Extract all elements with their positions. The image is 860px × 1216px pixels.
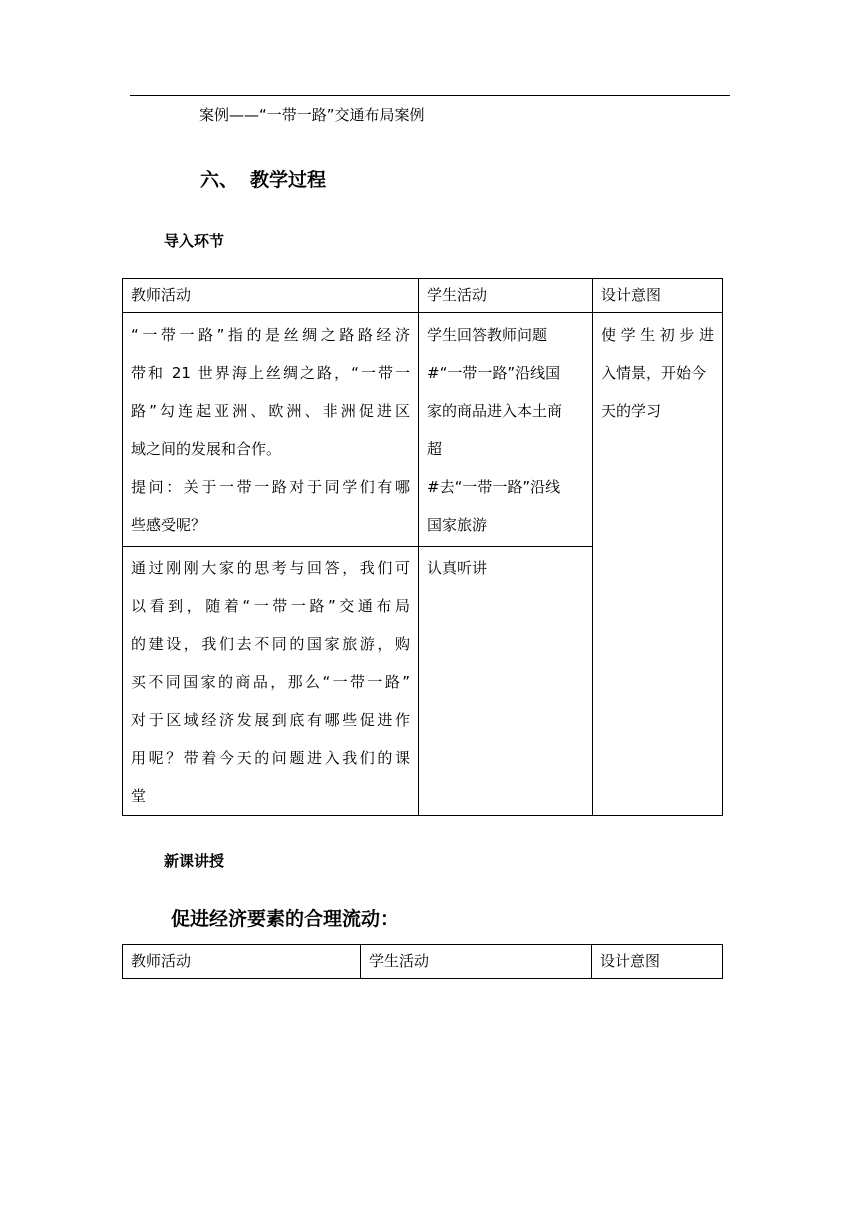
col-header-teacher: 教师活动 bbox=[123, 279, 419, 313]
text-line: 使学生初步进 bbox=[601, 326, 714, 344]
col-header-design: 设计意图 bbox=[593, 279, 723, 313]
text-line: 用呢？带着今天的问题进入我们的课 bbox=[131, 749, 410, 767]
header-rule bbox=[130, 95, 730, 96]
table-header-row bbox=[123, 945, 723, 979]
text-line: 认真听讲 bbox=[427, 559, 488, 577]
text-line: 堂 bbox=[131, 787, 147, 805]
col-header-student: 学生活动 bbox=[361, 945, 592, 979]
text-line: 天的学习 bbox=[601, 402, 662, 420]
text-line: 入情景，开始今 bbox=[601, 364, 707, 382]
text-line: 些感受呢？ bbox=[131, 516, 207, 534]
col-header-student: 学生活动 bbox=[419, 279, 593, 313]
text-line: 域之间的发展和合作。 bbox=[131, 440, 282, 458]
new-lesson-heading: 新课讲授 bbox=[164, 852, 225, 870]
section-title: 教学过程 bbox=[250, 169, 327, 191]
text-line: 国家旅游 bbox=[427, 516, 488, 534]
text-line: #去“一带一路”沿线 bbox=[427, 478, 561, 496]
text-line: 提问：关于一带一路对于同学们有哪 bbox=[131, 478, 410, 496]
topic-heading: 促进经济要素的合理流动： bbox=[171, 908, 400, 930]
col-header-teacher: 教师活动 bbox=[123, 945, 361, 979]
intro-heading: 导入环节 bbox=[164, 232, 225, 250]
table-row bbox=[123, 313, 723, 547]
text-line: 学生回答教师问题 bbox=[427, 326, 548, 344]
intro-table bbox=[122, 278, 723, 816]
text-line: 带和 21 世界海上丝绸之路，“一带一 bbox=[131, 364, 410, 382]
table-header-row bbox=[123, 279, 723, 313]
text-line: “一带一路”指的是丝绸之路路经济 bbox=[131, 326, 410, 344]
text-line: 对于区域经济发展到底有哪些促进作 bbox=[131, 711, 410, 729]
new-lesson-table bbox=[122, 944, 723, 979]
text-line: 的建设，我们去不同的国家旅游，购 bbox=[131, 635, 410, 653]
text-line: 家的商品进入本土商 bbox=[427, 402, 563, 420]
teacher-activity-cell bbox=[123, 313, 419, 547]
text-line: 超 bbox=[427, 440, 443, 458]
text-line: 通过刚刚大家的思考与回答，我们可 bbox=[131, 559, 410, 577]
design-intent-cell bbox=[593, 313, 723, 816]
case-line: 案例——“一带一路”交通布局案例 bbox=[199, 106, 425, 124]
student-activity-cell bbox=[419, 313, 593, 547]
text-line: 路”勾连起亚洲、欧洲、非洲促进区 bbox=[131, 402, 410, 420]
text-line: 以看到，随着“一带一路”交通布局 bbox=[131, 597, 410, 615]
teacher-activity-cell bbox=[123, 547, 419, 816]
col-header-design: 设计意图 bbox=[592, 945, 723, 979]
section-number: 六、 bbox=[200, 169, 239, 191]
text-line: 买不同国家的商品，那么“一带一路” bbox=[131, 673, 410, 691]
student-activity-cell bbox=[419, 547, 593, 816]
text-line: #“一带一路”沿线国 bbox=[427, 364, 561, 382]
section-heading bbox=[200, 167, 326, 193]
